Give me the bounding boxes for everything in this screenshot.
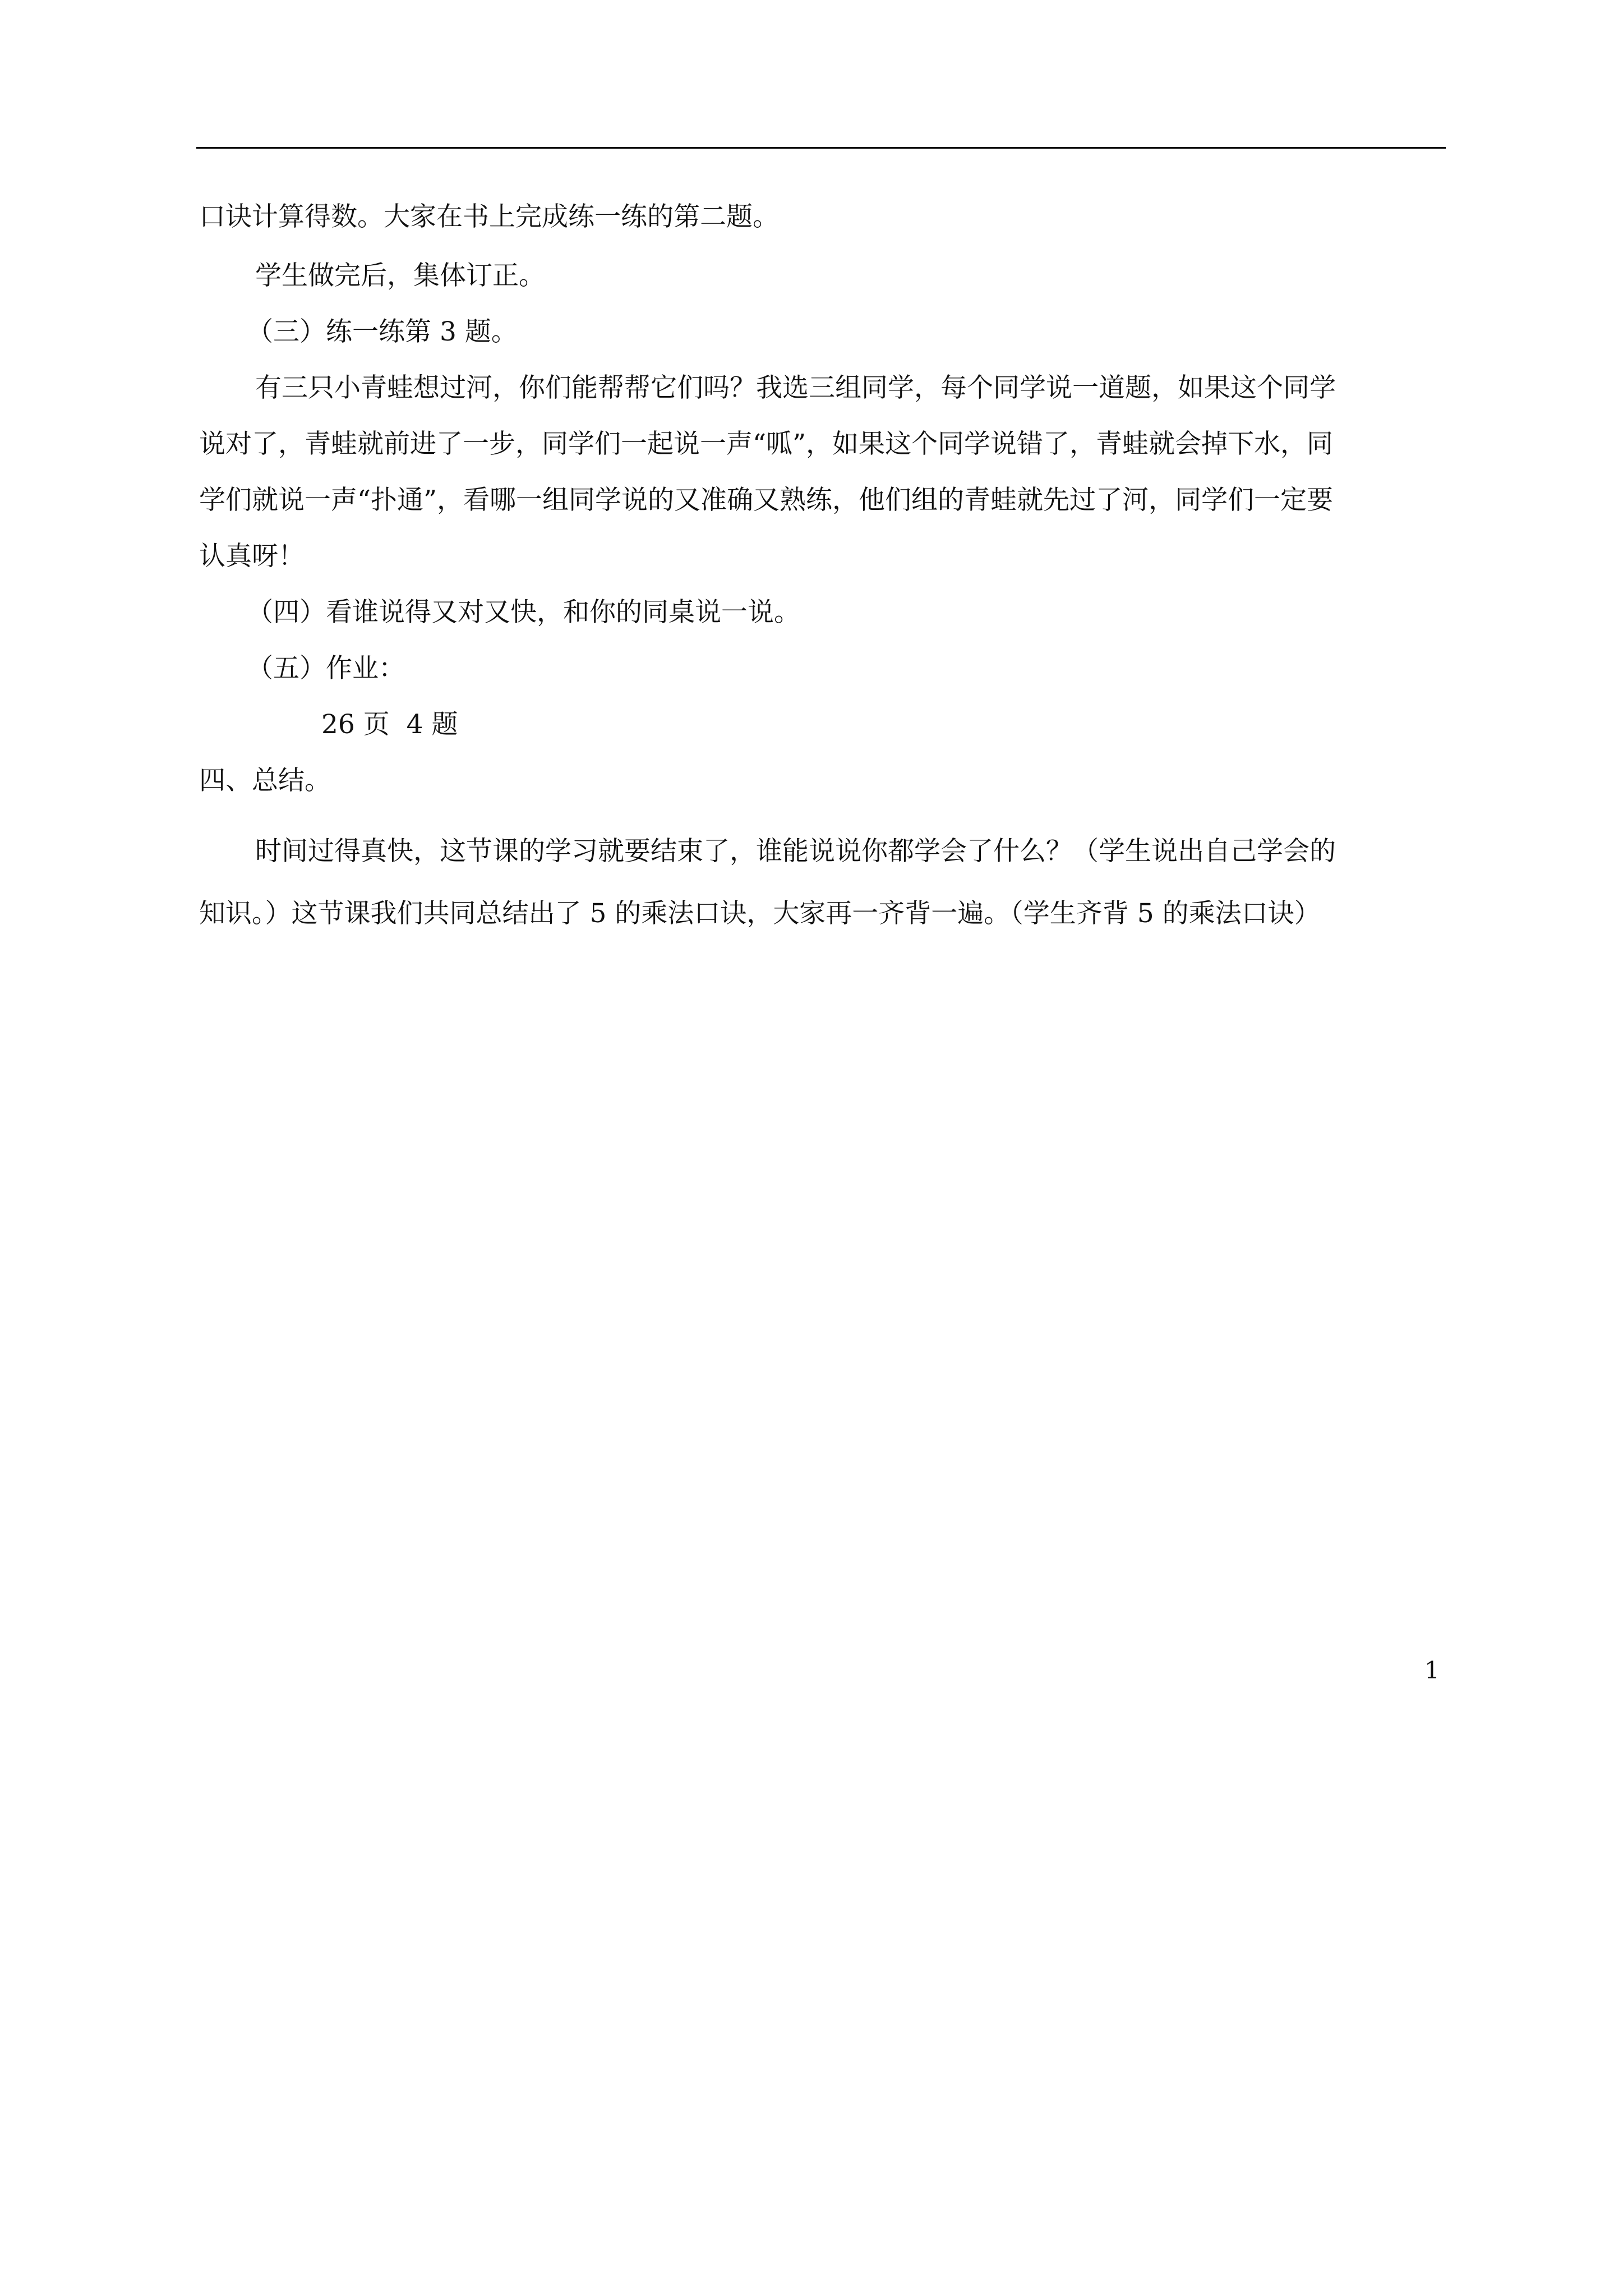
homework-line: 26 页 4 题 xyxy=(321,709,458,740)
header-rule xyxy=(196,147,1446,149)
section-5-heading: （五）作业： xyxy=(247,653,405,684)
intro-line: 口诀计算得数。大家在书上完成练一练的第二题。 xyxy=(199,201,779,232)
paragraph-line: 学们就说一声“扑通”，看哪一组同学说的又准确又熟练，他们组的青蛙就先过了河，同学们一定要 xyxy=(199,485,1334,516)
paragraph-line: 认真呀！ xyxy=(199,541,305,572)
paragraph-line: 时间过得真快，这节课的学习就要结束了，谁能说说你都学会了什么？（学生说出自己学会的 xyxy=(255,836,1336,867)
summary-heading: 四、总结。 xyxy=(199,765,331,796)
section-3-heading: （三）练一练第 3 题。 xyxy=(247,316,518,347)
paragraph-line: 知识。）这节课我们共同总结出了 5 的乘法口诀，大家再一齐背一遍。（学生齐背 5 的乘法口诀） xyxy=(199,898,1321,929)
page-number: 1 xyxy=(1424,1657,1440,1684)
paragraph-line: 有三只小青蛙想过河，你们能帮帮它们吗？我选三组同学，每个同学说一道题，如果这个同学 xyxy=(255,372,1336,403)
correction-line: 学生做完后，集体订正。 xyxy=(255,260,545,291)
paragraph-line: 说对了，青蛙就前进了一步，同学们一起说一声“呱”，如果这个同学说错了，青蛙就会掉下水，同 xyxy=(199,429,1334,459)
section-4-line: （四）看谁说得又对又快，和你的同桌说一说。 xyxy=(247,597,800,628)
